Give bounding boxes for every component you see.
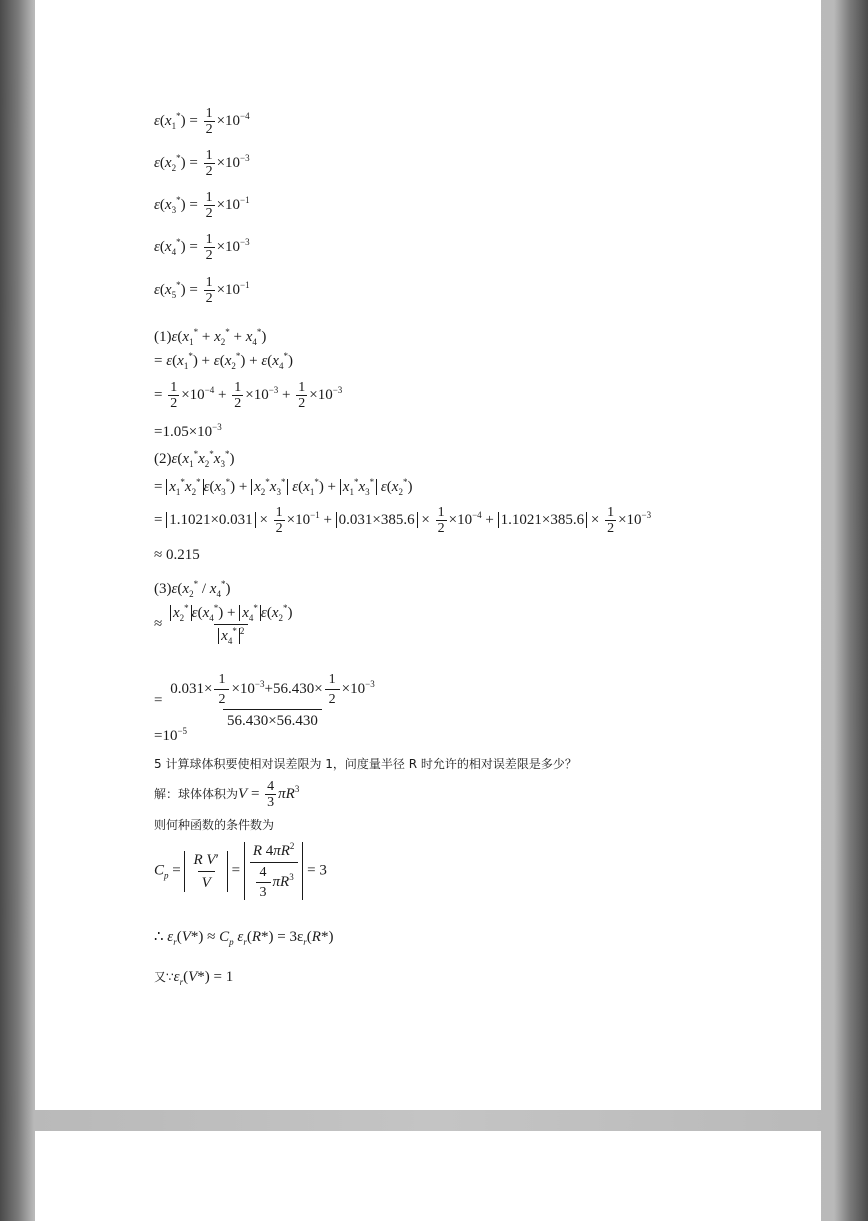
part1-result: $=1.05\times 10^{-3}$ bbox=[154, 422, 222, 440]
condition-text: 则何种函数的条件数为 bbox=[154, 818, 275, 832]
part2-step2: = 1.1021×0.031 × $\frac{1}{2}$ $\times 10^{-1} + 0.031\times 385.6$ × $\frac{1}{2}$ $\times 10^{-4} + 1.1021\times 385.6$ × $\frac{1}{2}$ $\times 10^{-3}$ bbox=[154, 505, 652, 536]
eps-line-3: $\varepsilon(x_3^*)$ = $\frac{1}{2}$ $\times 10^{-1}$ bbox=[154, 190, 250, 221]
part3-step2: = 0.031× $\frac{1}{2}$ $\times 10^{-3}+56.430\times$ $\frac{1}{2}$ $\times 10^{-3}$ 56.430×56.430 bbox=[154, 672, 375, 729]
part3-result: $=10^{-5}$ bbox=[154, 726, 188, 744]
part3-heading: $(3)\varepsilon(x_2^* / x_4^*)$ bbox=[154, 579, 231, 599]
part2-heading: $(2)\varepsilon(x_1^*x_2^*x_3^*)$ bbox=[154, 449, 235, 469]
part2-step1: = $x_1^*x_2^*$ $\varepsilon(x_3^*) + x_2^*x_3^*$ $\varepsilon(x_1^*) + x_1^*x_3^*$ $\varepsilon(x_2^*)$ bbox=[154, 477, 413, 497]
part1-step1: = $\varepsilon(x_1^*) + \varepsilon(x_2^*) + \varepsilon(x_4^*)$ bbox=[154, 351, 293, 371]
question-5: 5 计算球体积要使相对误差限为 1，问度量半径 R 时允许的相对误差限是多少？ bbox=[154, 757, 577, 771]
part1-heading: $(1)\varepsilon(x_1^* + x_2^* + x_4^*)$ bbox=[154, 327, 267, 347]
part3-step1: ≈ $\frac{x_2^* \varepsilon(x_4^*) + x_4^* \varepsilon(x_2^*)}{x_4^* ^2}$ bbox=[154, 603, 293, 646]
part2-result: ≈ 0.215 bbox=[154, 547, 200, 563]
also-line: 又$\because\varepsilon_r(V*) = 1$ bbox=[154, 969, 234, 987]
eps-line-1: $\varepsilon(x_1^*)$ = $\frac{1}{2}$ $\times 10^{-4}$ bbox=[154, 106, 250, 137]
next-document-page bbox=[35, 1131, 821, 1221]
eps-line-2: $\varepsilon(x_2^*)$ = $\frac{1}{2}$ $\times 10^{-3}$ bbox=[154, 148, 250, 179]
solution-line: 解：球体体积为V = $\frac{4}{3}$ $\pi R^3$ bbox=[154, 779, 300, 810]
therefore-line: ∴ $\varepsilon_r(V*) \approx C_p$ $\varepsilon_r(R*) = 3\varepsilon_r(R*)$ bbox=[154, 929, 334, 947]
part1-step2: = $\frac{1}{2}$ $\times 10^{-4}$ + $\frac{1}{2}$ $\times 10^{-3}$ + $\frac{1}{2}$ $\times 10^{-3}$ bbox=[154, 380, 343, 411]
document-page bbox=[35, 0, 821, 1110]
eps-line-4: $\varepsilon(x_4^*)$ = $\frac{1}{2}$ $\times 10^{-3}$ bbox=[154, 232, 250, 263]
eps-line-5: $\varepsilon(x_5^*)$ = $\frac{1}{2}$ $\times 10^{-1}$ bbox=[154, 275, 250, 306]
condition-number-formula: $C_p$ = $\frac{\text{R V′}}{V}$ = R $4\pi R^2$ $\frac{4}{3}$ $\pi R^3$ = 3 bbox=[154, 841, 327, 900]
